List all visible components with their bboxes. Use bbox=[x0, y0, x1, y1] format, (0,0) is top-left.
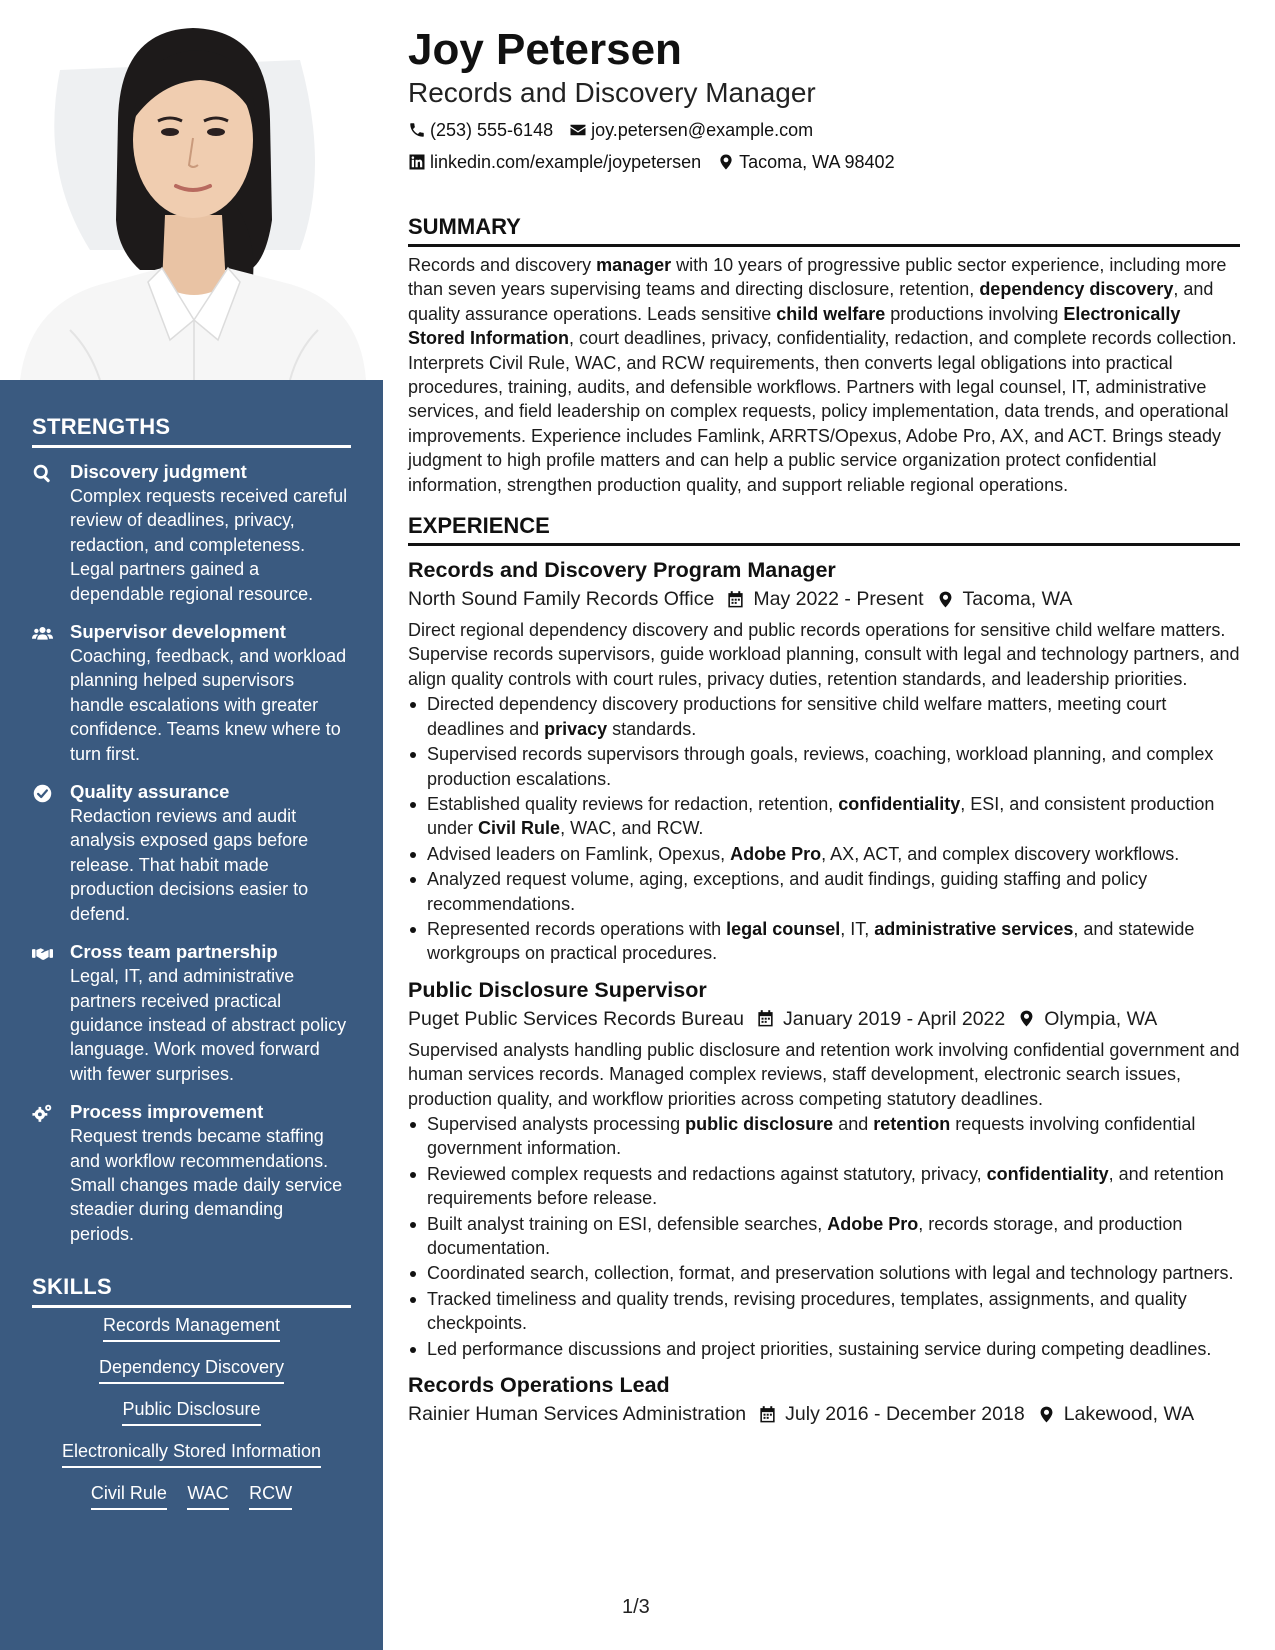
main-content bbox=[408, 24, 1240, 1433]
summary-part: productions involving bbox=[885, 303, 1064, 324]
summary-part: Electronically Stored Information bbox=[408, 303, 1181, 349]
job-description: Supervised analysts handling public disclosure and retention work involving confidential government and human services records. Managed complex reviews, staff development, electronic search issues, production quality, and workflow priorities across competing statutory deadlines. bbox=[408, 1039, 1240, 1109]
list-item bbox=[408, 692, 1240, 741]
candidate-name: Joy Petersen bbox=[408, 25, 682, 74]
check-circle-icon bbox=[32, 780, 70, 926]
strength-description: Request trends became staffing and workflow recommendations. Small changes made daily service steadier during demanding periods. bbox=[70, 1126, 343, 1244]
bullet-text: Adobe Pro bbox=[827, 1213, 919, 1234]
contact-location bbox=[717, 146, 894, 178]
strength-item bbox=[32, 1100, 351, 1246]
candidate-title: Records and Discovery Manager bbox=[408, 77, 816, 108]
contact-phone[interactable] bbox=[408, 114, 553, 146]
list-item bbox=[408, 917, 1240, 966]
contact-linkedin[interactable] bbox=[408, 146, 701, 178]
job-meta bbox=[408, 1004, 1240, 1034]
bullet-text: Supervised records supervisors through goals, reviews, coaching, workload planning, and complex production escalations. bbox=[427, 744, 1214, 789]
skill-row bbox=[32, 1356, 351, 1384]
bullet-text: , records storage, and production documentation. bbox=[427, 1213, 1183, 1258]
summary-part: , and quality assurance operations. Leads sensitive bbox=[408, 279, 1214, 324]
gears-icon bbox=[32, 1100, 70, 1246]
list-item bbox=[408, 867, 1240, 916]
experience-heading: EXPERIENCE bbox=[408, 513, 1240, 546]
job-description: Direct regional dependency discovery and public records operations for sensitive child welfare matters. Supervise records supervisors, guide workload planning, consult with legal and technology partners, and align quality controls with court rules, privacy duties, retention standards, and leadership priorities. bbox=[408, 620, 1240, 689]
list-item bbox=[408, 792, 1240, 841]
list-item bbox=[408, 1287, 1240, 1336]
bullet-text: , and retention requirements before release. bbox=[427, 1163, 1224, 1209]
map-pin-icon bbox=[936, 590, 955, 609]
bullet-text: Represented records operations with bbox=[427, 918, 727, 939]
list-item bbox=[408, 1337, 1240, 1361]
job-entry bbox=[408, 976, 1240, 1361]
contact-line bbox=[408, 146, 1240, 178]
list-item bbox=[408, 1261, 1240, 1285]
sidebar bbox=[0, 0, 383, 1650]
bullet-text: Tracked timeliness and quality trends, revising procedures, templates, assignments, and quality checkpoints. bbox=[427, 1288, 1187, 1334]
summary-part: dependency discovery bbox=[979, 279, 1174, 300]
skill-row bbox=[32, 1440, 351, 1468]
job-meta bbox=[408, 584, 1240, 614]
skill-tag: Civil Rule bbox=[91, 1482, 167, 1510]
calendar-icon bbox=[758, 1405, 777, 1424]
phone-icon bbox=[408, 121, 426, 139]
strengths-heading: STRENGTHS bbox=[32, 414, 351, 448]
email-address: joy.petersen@example.com bbox=[591, 120, 814, 140]
summary-part: with 10 years of progressive public sector experience, including more than seven years supervising teams and directing disclosure, retention, bbox=[408, 255, 1227, 300]
skill-tag: Dependency Discovery bbox=[99, 1356, 284, 1384]
strength-title: Process improvement bbox=[70, 1101, 264, 1123]
linkedin-icon bbox=[408, 153, 426, 171]
job-entry bbox=[408, 556, 1240, 966]
bullet-text: , AX, ACT, and complex discovery workflows. bbox=[821, 843, 1180, 864]
job-organization: Puget Public Services Records Bureau bbox=[408, 1007, 745, 1030]
summary-part: manager bbox=[596, 255, 672, 275]
job-dates: May 2022 - Present bbox=[753, 588, 924, 611]
list-item bbox=[408, 1212, 1240, 1261]
bullet-text: and bbox=[833, 1113, 874, 1134]
contact-email[interactable] bbox=[569, 114, 813, 146]
bullet-text: public disclosure bbox=[685, 1113, 834, 1134]
bullet-text: retention bbox=[873, 1113, 951, 1134]
skill-tag: Electronically Stored Information bbox=[62, 1440, 321, 1468]
job-location: Tacoma, WA bbox=[962, 588, 1073, 611]
skill-row bbox=[32, 1398, 351, 1426]
strength-description: Complex requests received careful review of deadlines, privacy, redaction, and completeness. Legal partners gained a dependable regional resource. bbox=[70, 486, 348, 604]
strength-description: Coaching, feedback, and workload planning helped supervisors handle escalations with greater confidence. Teams knew where to turn first. bbox=[70, 646, 347, 764]
bullet-text: Coordinated search, collection, format, and preservation solutions with legal and technology partners. bbox=[427, 1263, 1234, 1284]
calendar-icon bbox=[726, 590, 745, 609]
job-dates: January 2019 - April 2022 bbox=[783, 1007, 1006, 1030]
bullet-text: , ESI, and consistent production under bbox=[427, 793, 1215, 839]
envelope-icon bbox=[569, 121, 587, 139]
map-pin-icon bbox=[1017, 1009, 1036, 1028]
sidebar-panel bbox=[0, 380, 383, 1650]
map-pin-icon bbox=[717, 153, 735, 171]
bullet-text: Built analyst training on ESI, defensible searches, bbox=[427, 1213, 828, 1234]
skill-tag: WAC bbox=[187, 1482, 228, 1510]
job-title: Records and Discovery Program Manager bbox=[408, 558, 836, 583]
bullet-text: Supervised analysts processing bbox=[427, 1113, 686, 1134]
bullet-text: Adobe Pro bbox=[730, 843, 822, 864]
bullet-text: standards. bbox=[607, 718, 697, 739]
job-title: Public Disclosure Supervisor bbox=[408, 977, 707, 1002]
handshake-icon bbox=[32, 940, 70, 1086]
bullet-text: Directed dependency discovery productions for sensitive child welfare matters, meeting court deadlines and bbox=[427, 694, 1167, 739]
strength-title: Discovery judgment bbox=[70, 461, 247, 482]
bullet-text: , and statewide workgroups on practical procedures. bbox=[427, 918, 1195, 964]
strength-title: Cross team partnership bbox=[70, 941, 278, 963]
list-item bbox=[408, 1162, 1240, 1211]
calendar-icon bbox=[756, 1009, 775, 1028]
summary-part: , court deadlines, privacy, confidentiality, redaction, and complete records collection. Interprets Civil Rule, WAC, and RCW requirements, then converts legal obligations into practical procedures, training, audits, and defensible workflows. Partners with legal counsel, IT, administrative services, and field leadership on complex requests, policy implementation, data trends, and operational improvements. Experience includes Famlink, ARRTS/Opexus, Adobe Pro, AX, and ACT. Brings steady judgment to high profile matters and can help a public service organization protect confidential information, strengthen production quality, and support reliable regional operations. bbox=[408, 328, 1237, 495]
job-entry bbox=[408, 1371, 1240, 1429]
list-item bbox=[408, 742, 1240, 791]
strength-item bbox=[32, 460, 351, 606]
list-item bbox=[408, 1112, 1240, 1161]
bullet-text: Reviewed complex requests and redactions against statutory, privacy, bbox=[427, 1163, 987, 1184]
strength-description: Redaction reviews and audit analysis exposed gaps before release. That habit made production decisions easier to defend. bbox=[70, 806, 309, 924]
bullet-text: Led performance discussions and project priorities, sustaining service during competing deadlines. bbox=[427, 1338, 1212, 1359]
bullet-text: Established quality reviews for redaction, retention, bbox=[427, 793, 839, 814]
users-icon bbox=[32, 620, 70, 766]
skill-tag: Public Disclosure bbox=[122, 1398, 260, 1426]
bullet-text: legal counsel bbox=[726, 918, 841, 939]
strength-title: Quality assurance bbox=[70, 781, 230, 803]
skill-row bbox=[32, 1314, 351, 1342]
skill-row bbox=[32, 1482, 351, 1510]
experience-section bbox=[408, 513, 1240, 1429]
bullet-text: Analyzed request volume, aging, exceptions, and audit findings, guiding staffing and policy recommendations. bbox=[427, 869, 1148, 914]
strength-item bbox=[32, 620, 351, 766]
strength-item bbox=[32, 940, 351, 1086]
job-organization: North Sound Family Records Office bbox=[408, 588, 715, 611]
linkedin-url: linkedin.com/example/joypetersen bbox=[430, 152, 702, 172]
bullet-text: , WAC, and RCW. bbox=[560, 818, 704, 839]
bullet-text: Civil Rule bbox=[478, 818, 561, 839]
summary-heading: SUMMARY bbox=[408, 214, 1240, 247]
bullet-text: Advised leaders on Famlink, Opexus, bbox=[427, 843, 731, 864]
job-dates: July 2016 - December 2018 bbox=[785, 1403, 1025, 1426]
list-item bbox=[408, 842, 1240, 866]
bullet-text: , IT, bbox=[840, 918, 875, 939]
bullet-text: confidentiality bbox=[838, 793, 961, 814]
job-bullets bbox=[408, 1112, 1240, 1361]
strength-description: Legal, IT, and administrative partners received practical guidance instead of abstract policy language. Work moved forward with fewer surprises. bbox=[70, 966, 347, 1084]
summary-part: Records and discovery bbox=[408, 255, 597, 275]
contact-line bbox=[408, 114, 1240, 146]
summary-section bbox=[408, 214, 1240, 497]
job-bullets bbox=[408, 692, 1240, 965]
location-text: Tacoma, WA 98402 bbox=[739, 152, 895, 172]
phone-number: (253) 555-6148 bbox=[430, 120, 554, 140]
job-meta bbox=[408, 1399, 1240, 1429]
skills-heading: SKILLS bbox=[32, 1274, 351, 1308]
map-pin-icon bbox=[1037, 1405, 1056, 1424]
job-location: Lakewood, WA bbox=[1063, 1403, 1195, 1426]
skill-tag: RCW bbox=[249, 1482, 292, 1510]
search-icon bbox=[32, 460, 70, 606]
job-location: Olympia, WA bbox=[1044, 1007, 1158, 1030]
summary-text bbox=[408, 253, 1240, 497]
summary-part: child welfare bbox=[776, 303, 886, 324]
job-title: Records Operations Lead bbox=[408, 1373, 670, 1398]
strength-title: Supervisor development bbox=[70, 621, 286, 643]
bullet-text: privacy bbox=[544, 718, 608, 739]
job-organization: Rainier Human Services Administration bbox=[408, 1403, 747, 1426]
profile-photo-illustration bbox=[0, 0, 383, 380]
profile-photo bbox=[0, 0, 383, 380]
page-number: 1/3 bbox=[622, 1596, 650, 1618]
strength-item bbox=[32, 780, 351, 926]
bullet-text: requests involving confidential government information. bbox=[427, 1113, 1196, 1159]
skill-tag: Records Management bbox=[103, 1314, 280, 1342]
bullet-text: confidentiality bbox=[986, 1163, 1109, 1184]
bullet-text: administrative services bbox=[874, 918, 1074, 939]
